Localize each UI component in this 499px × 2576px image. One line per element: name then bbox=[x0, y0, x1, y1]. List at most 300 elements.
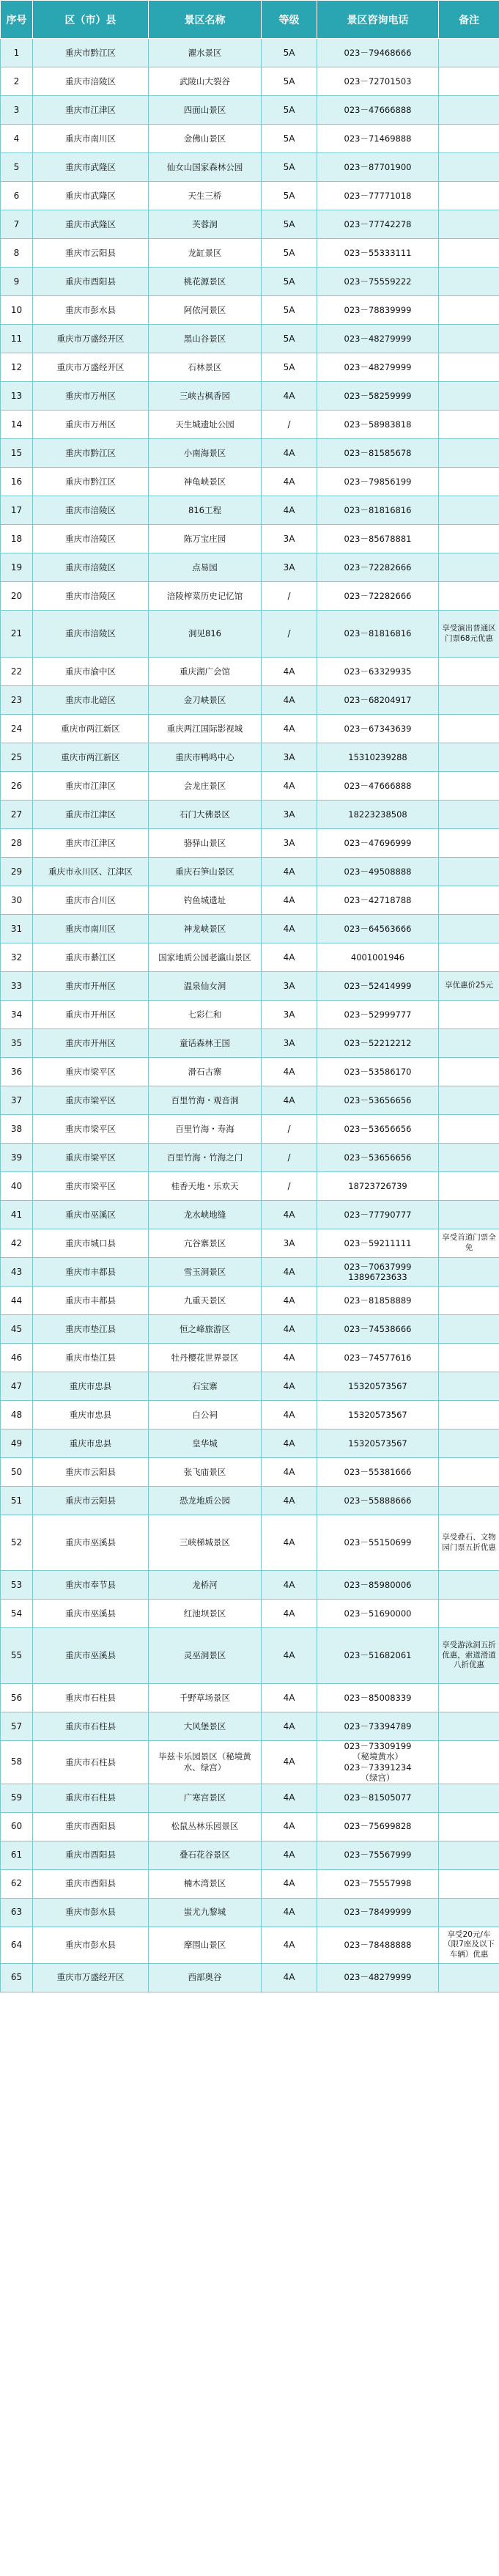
cell-note bbox=[439, 1172, 499, 1201]
cell-index: 8 bbox=[1, 239, 33, 268]
cell-phone: 023－78839999 bbox=[317, 296, 439, 325]
cell-note bbox=[439, 858, 499, 886]
cell-level: 3A bbox=[262, 1001, 317, 1029]
table-row bbox=[1, 1315, 499, 1344]
cell-index: 35 bbox=[1, 1029, 33, 1058]
cell-phone: 15310239288 bbox=[317, 743, 439, 772]
cell-phone: 023－75699828 bbox=[317, 1812, 439, 1841]
cell-index: 40 bbox=[1, 1172, 33, 1201]
cell-phone: 023－53656656 bbox=[317, 1144, 439, 1172]
header-level: 等级 bbox=[262, 1, 317, 39]
cell-scenic-name: 洞见816 bbox=[149, 611, 262, 658]
cell-scenic-name: 百里竹海・观音洞 bbox=[149, 1086, 262, 1115]
cell-district: 重庆市江津区 bbox=[33, 96, 149, 125]
cell-phone: 023－58259999 bbox=[317, 382, 439, 411]
cell-level: 4A bbox=[262, 686, 317, 715]
cell-district: 重庆市酉阳县 bbox=[33, 1869, 149, 1898]
table-row bbox=[1, 1229, 499, 1258]
cell-level: 4A bbox=[262, 1784, 317, 1812]
cell-phone: 023－51690000 bbox=[317, 1600, 439, 1628]
cell-district: 重庆市涪陵区 bbox=[33, 553, 149, 582]
cell-level: 4A bbox=[262, 1841, 317, 1869]
cell-index: 65 bbox=[1, 1963, 33, 1992]
cell-index: 48 bbox=[1, 1401, 33, 1429]
cell-phone: 023－67343639 bbox=[317, 715, 439, 743]
cell-scenic-name: 亢谷寨景区 bbox=[149, 1229, 262, 1258]
cell-scenic-name: 雪玉洞景区 bbox=[149, 1258, 262, 1287]
cell-district: 重庆市涪陵区 bbox=[33, 611, 149, 658]
cell-note bbox=[439, 353, 499, 382]
cell-phone: 023－85678881 bbox=[317, 525, 439, 553]
cell-scenic-name: 皇华城 bbox=[149, 1429, 262, 1458]
cell-district: 重庆市忠县 bbox=[33, 1401, 149, 1429]
table-row bbox=[1, 1487, 499, 1515]
cell-note bbox=[439, 1487, 499, 1515]
cell-phone: 023－79856199 bbox=[317, 468, 439, 496]
cell-note bbox=[439, 411, 499, 439]
cell-level: 4A bbox=[262, 382, 317, 411]
cell-scenic-name: 骆驿山景区 bbox=[149, 829, 262, 858]
cell-note bbox=[439, 1812, 499, 1841]
cell-scenic-name: 七彩仁和 bbox=[149, 1001, 262, 1029]
table-row bbox=[1, 1571, 499, 1600]
table-row bbox=[1, 1841, 499, 1869]
cell-note bbox=[439, 39, 499, 67]
table-row bbox=[1, 972, 499, 1001]
cell-district: 重庆市石柱县 bbox=[33, 1741, 149, 1784]
cell-note bbox=[439, 210, 499, 239]
cell-district: 重庆市梁平区 bbox=[33, 1086, 149, 1115]
cell-index: 38 bbox=[1, 1115, 33, 1144]
cell-scenic-name: 石宝寨 bbox=[149, 1372, 262, 1401]
cell-scenic-name: 重庆石笋山景区 bbox=[149, 858, 262, 886]
table-row bbox=[1, 829, 499, 858]
cell-note: 享优惠价25元 bbox=[439, 972, 499, 1001]
cell-level: 4A bbox=[262, 1258, 317, 1287]
cell-index: 7 bbox=[1, 210, 33, 239]
cell-district: 重庆市万州区 bbox=[33, 382, 149, 411]
cell-scenic-name: 三峡古枫香园 bbox=[149, 382, 262, 411]
cell-district: 重庆市彭水县 bbox=[33, 296, 149, 325]
cell-note bbox=[439, 1001, 499, 1029]
cell-level: 4A bbox=[262, 1086, 317, 1115]
cell-index: 31 bbox=[1, 915, 33, 943]
cell-note bbox=[439, 1258, 499, 1287]
cell-phone: 023－79468666 bbox=[317, 39, 439, 67]
cell-note bbox=[439, 296, 499, 325]
cell-district: 重庆市垫江县 bbox=[33, 1344, 149, 1372]
table-row bbox=[1, 1001, 499, 1029]
cell-index: 36 bbox=[1, 1058, 33, 1086]
cell-note bbox=[439, 772, 499, 801]
cell-index: 33 bbox=[1, 972, 33, 1001]
cell-level: 5A bbox=[262, 96, 317, 125]
cell-index: 55 bbox=[1, 1628, 33, 1684]
cell-district: 重庆市梁平区 bbox=[33, 1058, 149, 1086]
cell-district: 重庆市酉阳县 bbox=[33, 1841, 149, 1869]
table-row bbox=[1, 239, 499, 268]
cell-note bbox=[439, 658, 499, 686]
table-row bbox=[1, 210, 499, 239]
cell-phone: 023－74577616 bbox=[317, 1344, 439, 1372]
cell-level: / bbox=[262, 582, 317, 611]
cell-scenic-name: 陈万宝庄园 bbox=[149, 525, 262, 553]
cell-index: 19 bbox=[1, 553, 33, 582]
cell-level: 3A bbox=[262, 1029, 317, 1058]
table-row bbox=[1, 296, 499, 325]
cell-index: 13 bbox=[1, 382, 33, 411]
cell-scenic-name: 黑山谷景区 bbox=[149, 325, 262, 353]
cell-index: 27 bbox=[1, 801, 33, 829]
cell-district: 重庆市忠县 bbox=[33, 1372, 149, 1401]
cell-level: 4A bbox=[262, 1201, 317, 1229]
cell-index: 11 bbox=[1, 325, 33, 353]
cell-scenic-name: 龙桥河 bbox=[149, 1571, 262, 1600]
cell-district: 重庆市黔江区 bbox=[33, 439, 149, 468]
cell-scenic-name: 恒之峰旅游区 bbox=[149, 1315, 262, 1344]
cell-note: 享受20元/车（限7座及以下车辆）优惠 bbox=[439, 1927, 499, 1963]
cell-phone: 023－81585678 bbox=[317, 439, 439, 468]
cell-index: 6 bbox=[1, 182, 33, 210]
cell-phone: 023－72701503 bbox=[317, 67, 439, 96]
cell-note bbox=[439, 686, 499, 715]
cell-note bbox=[439, 382, 499, 411]
cell-district: 重庆市万盛经开区 bbox=[33, 353, 149, 382]
cell-level: 4A bbox=[262, 1684, 317, 1712]
cell-level: 4A bbox=[262, 1372, 317, 1401]
cell-phone: 023－49508888 bbox=[317, 858, 439, 886]
cell-index: 57 bbox=[1, 1712, 33, 1741]
cell-district: 重庆市江津区 bbox=[33, 772, 149, 801]
cell-district: 重庆市巫溪县 bbox=[33, 1628, 149, 1684]
cell-note bbox=[439, 1869, 499, 1898]
cell-phone: 023－81858889 bbox=[317, 1287, 439, 1315]
cell-index: 49 bbox=[1, 1429, 33, 1458]
cell-district: 重庆市开州区 bbox=[33, 1001, 149, 1029]
cell-level: 4A bbox=[262, 1628, 317, 1684]
cell-district: 重庆市梁平区 bbox=[33, 1172, 149, 1201]
cell-scenic-name: 天生三桥 bbox=[149, 182, 262, 210]
cell-note bbox=[439, 325, 499, 353]
table-row bbox=[1, 943, 499, 972]
cell-scenic-name: 重庆两江国际影视城 bbox=[149, 715, 262, 743]
cell-scenic-name: 百里竹海・寿海 bbox=[149, 1115, 262, 1144]
cell-phone: 023－52212212 bbox=[317, 1029, 439, 1058]
cell-district: 重庆市武隆区 bbox=[33, 210, 149, 239]
cell-district: 重庆市两江新区 bbox=[33, 743, 149, 772]
cell-scenic-name: 小南海景区 bbox=[149, 439, 262, 468]
cell-note bbox=[439, 943, 499, 972]
table-row bbox=[1, 468, 499, 496]
cell-scenic-name: 温泉仙女洞 bbox=[149, 972, 262, 1001]
cell-index: 2 bbox=[1, 67, 33, 96]
table-row bbox=[1, 125, 499, 153]
cell-phone: 023－78499999 bbox=[317, 1898, 439, 1927]
cell-district: 重庆市南川区 bbox=[33, 125, 149, 153]
cell-index: 18 bbox=[1, 525, 33, 553]
table-row bbox=[1, 496, 499, 525]
cell-index: 17 bbox=[1, 496, 33, 525]
cell-district: 重庆市巫溪县 bbox=[33, 1515, 149, 1571]
cell-district: 重庆市涪陵区 bbox=[33, 582, 149, 611]
cell-scenic-name: 天生城遗址公园 bbox=[149, 411, 262, 439]
cell-level: 3A bbox=[262, 553, 317, 582]
cell-index: 64 bbox=[1, 1927, 33, 1963]
cell-note bbox=[439, 1401, 499, 1429]
cell-phone: 15320573567 bbox=[317, 1401, 439, 1429]
cell-phone: 023－55888666 bbox=[317, 1487, 439, 1515]
table-row bbox=[1, 1401, 499, 1429]
table-row bbox=[1, 353, 499, 382]
cell-level: 5A bbox=[262, 239, 317, 268]
cell-district: 重庆市江津区 bbox=[33, 801, 149, 829]
cell-level: 5A bbox=[262, 182, 317, 210]
cell-level: 4A bbox=[262, 468, 317, 496]
cell-scenic-name: 石林景区 bbox=[149, 353, 262, 382]
table-row bbox=[1, 582, 499, 611]
cell-district: 重庆市云阳县 bbox=[33, 1487, 149, 1515]
cell-phone: 023－77742278 bbox=[317, 210, 439, 239]
cell-note bbox=[439, 1963, 499, 1992]
cell-note bbox=[439, 96, 499, 125]
cell-phone: 023－70637999 13896723633 bbox=[317, 1258, 439, 1287]
cell-phone: 023－72282666 bbox=[317, 582, 439, 611]
cell-district: 重庆市石柱县 bbox=[33, 1712, 149, 1741]
cell-note bbox=[439, 1898, 499, 1927]
cell-district: 重庆市武隆区 bbox=[33, 153, 149, 182]
cell-scenic-name: 恐龙地质公园 bbox=[149, 1487, 262, 1515]
cell-level: 4A bbox=[262, 1515, 317, 1571]
cell-phone: 023－77771018 bbox=[317, 182, 439, 210]
cell-index: 34 bbox=[1, 1001, 33, 1029]
cell-level: 4A bbox=[262, 1812, 317, 1841]
table-row bbox=[1, 1515, 499, 1571]
table-header bbox=[1, 1, 499, 39]
cell-phone: 023－75567999 bbox=[317, 1841, 439, 1869]
cell-level: 4A bbox=[262, 1058, 317, 1086]
cell-district: 重庆市涪陵区 bbox=[33, 496, 149, 525]
cell-scenic-name: 毕兹卡乐园景区（秘境黄水、绿宫） bbox=[149, 1741, 262, 1784]
cell-scenic-name: 楠木湾景区 bbox=[149, 1869, 262, 1898]
cell-level: / bbox=[262, 411, 317, 439]
cell-scenic-name: 三峡梯城景区 bbox=[149, 1515, 262, 1571]
table-row bbox=[1, 1684, 499, 1712]
cell-phone: 18723726739 bbox=[317, 1172, 439, 1201]
cell-level: 5A bbox=[262, 325, 317, 353]
cell-phone: 023－47666888 bbox=[317, 96, 439, 125]
table-row bbox=[1, 611, 499, 658]
cell-district: 重庆市綦江区 bbox=[33, 943, 149, 972]
cell-note bbox=[439, 1115, 499, 1144]
cell-district: 重庆市奉节县 bbox=[33, 1571, 149, 1600]
cell-scenic-name: 百里竹海・竹海之门 bbox=[149, 1144, 262, 1172]
cell-level: 4A bbox=[262, 1287, 317, 1315]
cell-index: 43 bbox=[1, 1258, 33, 1287]
cell-district: 重庆市万州区 bbox=[33, 411, 149, 439]
cell-level: 5A bbox=[262, 353, 317, 382]
cell-phone: 023－75559222 bbox=[317, 268, 439, 296]
cell-index: 24 bbox=[1, 715, 33, 743]
cell-note bbox=[439, 915, 499, 943]
cell-index: 3 bbox=[1, 96, 33, 125]
cell-note bbox=[439, 1372, 499, 1401]
cell-note bbox=[439, 496, 499, 525]
cell-note bbox=[439, 1201, 499, 1229]
header-scenic-name: 景区名称 bbox=[149, 1, 262, 39]
cell-level: 5A bbox=[262, 296, 317, 325]
header-district: 区（市）县 bbox=[33, 1, 149, 39]
cell-phone: 023－59211111 bbox=[317, 1229, 439, 1258]
cell-level: 4A bbox=[262, 1741, 317, 1784]
cell-scenic-name: 童话森林王国 bbox=[149, 1029, 262, 1058]
cell-note bbox=[439, 1784, 499, 1812]
cell-index: 10 bbox=[1, 296, 33, 325]
cell-scenic-name: 涪陵榨菜历史记忆馆 bbox=[149, 582, 262, 611]
cell-district: 重庆市武隆区 bbox=[33, 182, 149, 210]
cell-phone: 023－72282666 bbox=[317, 553, 439, 582]
cell-phone: 023－87701900 bbox=[317, 153, 439, 182]
cell-level: 4A bbox=[262, 1571, 317, 1600]
table-row bbox=[1, 1287, 499, 1315]
cell-phone: 023－55333111 bbox=[317, 239, 439, 268]
table-row bbox=[1, 268, 499, 296]
cell-scenic-name: 龙水峡地缝 bbox=[149, 1201, 262, 1229]
cell-note bbox=[439, 582, 499, 611]
cell-scenic-name: 会龙庄景区 bbox=[149, 772, 262, 801]
table-row bbox=[1, 1712, 499, 1741]
cell-district: 重庆市丰都县 bbox=[33, 1287, 149, 1315]
cell-phone: 023－68204917 bbox=[317, 686, 439, 715]
cell-level: 3A bbox=[262, 829, 317, 858]
table-row bbox=[1, 686, 499, 715]
cell-district: 重庆市涪陵区 bbox=[33, 67, 149, 96]
cell-index: 47 bbox=[1, 1372, 33, 1401]
cell-note bbox=[439, 268, 499, 296]
header-row bbox=[1, 1, 499, 39]
cell-district: 重庆市彭水县 bbox=[33, 1898, 149, 1927]
cell-scenic-name: 四面山景区 bbox=[149, 96, 262, 125]
cell-scenic-name: 石门大佛景区 bbox=[149, 801, 262, 829]
cell-scenic-name: 濯水景区 bbox=[149, 39, 262, 67]
cell-district: 重庆市涪陵区 bbox=[33, 525, 149, 553]
cell-index: 5 bbox=[1, 153, 33, 182]
cell-district: 重庆市垫江县 bbox=[33, 1315, 149, 1344]
cell-level: / bbox=[262, 1144, 317, 1172]
cell-note bbox=[439, 1571, 499, 1600]
cell-district: 重庆市酉阳县 bbox=[33, 1812, 149, 1841]
cell-note bbox=[439, 1458, 499, 1487]
cell-note bbox=[439, 1144, 499, 1172]
cell-index: 60 bbox=[1, 1812, 33, 1841]
cell-phone: 023－52414999 bbox=[317, 972, 439, 1001]
cell-note bbox=[439, 553, 499, 582]
cell-phone: 023－85980006 bbox=[317, 1571, 439, 1600]
cell-level: 5A bbox=[262, 210, 317, 239]
cell-district: 重庆市渝中区 bbox=[33, 658, 149, 686]
cell-scenic-name: 武陵山大裂谷 bbox=[149, 67, 262, 96]
cell-scenic-name: 大风堡景区 bbox=[149, 1712, 262, 1741]
table-row bbox=[1, 1115, 499, 1144]
cell-index: 28 bbox=[1, 829, 33, 858]
cell-district: 重庆市忠县 bbox=[33, 1429, 149, 1458]
cell-level: 4A bbox=[262, 1344, 317, 1372]
cell-district: 重庆市云阳县 bbox=[33, 239, 149, 268]
cell-district: 重庆市万盛经开区 bbox=[33, 325, 149, 353]
table-row bbox=[1, 1201, 499, 1229]
cell-district: 重庆市石柱县 bbox=[33, 1684, 149, 1712]
cell-scenic-name: 张飞庙景区 bbox=[149, 1458, 262, 1487]
cell-index: 9 bbox=[1, 268, 33, 296]
cell-index: 59 bbox=[1, 1784, 33, 1812]
cell-index: 30 bbox=[1, 886, 33, 915]
cell-district: 重庆市巫溪区 bbox=[33, 1201, 149, 1229]
cell-index: 14 bbox=[1, 411, 33, 439]
cell-phone: 023－81816816 bbox=[317, 496, 439, 525]
table-row bbox=[1, 439, 499, 468]
cell-phone: 023－48279999 bbox=[317, 353, 439, 382]
table-row bbox=[1, 382, 499, 411]
cell-phone: 023－58983818 bbox=[317, 411, 439, 439]
cell-scenic-name: 重庆湖广会馆 bbox=[149, 658, 262, 686]
table-row bbox=[1, 1927, 499, 1963]
cell-scenic-name: 神龟峡景区 bbox=[149, 468, 262, 496]
cell-level: 4A bbox=[262, 1898, 317, 1927]
table-row bbox=[1, 153, 499, 182]
cell-district: 重庆市南川区 bbox=[33, 915, 149, 943]
cell-phone: 15320573567 bbox=[317, 1372, 439, 1401]
table-row bbox=[1, 801, 499, 829]
table-row bbox=[1, 1144, 499, 1172]
table-body bbox=[1, 39, 499, 1992]
cell-note bbox=[439, 67, 499, 96]
cell-district: 重庆市酉阳县 bbox=[33, 268, 149, 296]
cell-level: 4A bbox=[262, 943, 317, 972]
cell-scenic-name: 芙蓉洞 bbox=[149, 210, 262, 239]
cell-note: 享受游泳洞五折优惠，索道滑道八折优惠 bbox=[439, 1628, 499, 1684]
cell-level: 4A bbox=[262, 1487, 317, 1515]
cell-level: / bbox=[262, 611, 317, 658]
cell-level: 5A bbox=[262, 67, 317, 96]
table-row bbox=[1, 1258, 499, 1287]
cell-scenic-name: 神龙峡景区 bbox=[149, 915, 262, 943]
cell-index: 15 bbox=[1, 439, 33, 468]
cell-index: 21 bbox=[1, 611, 33, 658]
cell-index: 46 bbox=[1, 1344, 33, 1372]
cell-phone: 023－42718788 bbox=[317, 886, 439, 915]
cell-level: 4A bbox=[262, 1401, 317, 1429]
cell-level: / bbox=[262, 1115, 317, 1144]
table-row bbox=[1, 39, 499, 67]
cell-index: 26 bbox=[1, 772, 33, 801]
cell-scenic-name: 桃花源景区 bbox=[149, 268, 262, 296]
cell-note bbox=[439, 1429, 499, 1458]
cell-index: 4 bbox=[1, 125, 33, 153]
cell-note: 享受演出普通区门票68元优惠 bbox=[439, 611, 499, 658]
cell-district: 重庆市云阳县 bbox=[33, 1458, 149, 1487]
cell-level: 3A bbox=[262, 525, 317, 553]
cell-level: 4A bbox=[262, 858, 317, 886]
cell-district: 重庆市梁平区 bbox=[33, 1144, 149, 1172]
cell-note bbox=[439, 801, 499, 829]
cell-note bbox=[439, 1600, 499, 1628]
cell-district: 重庆市黔江区 bbox=[33, 468, 149, 496]
cell-scenic-name: 金佛山景区 bbox=[149, 125, 262, 153]
cell-district: 重庆市北碚区 bbox=[33, 686, 149, 715]
cell-scenic-name: 阿依河景区 bbox=[149, 296, 262, 325]
cell-level: 4A bbox=[262, 1869, 317, 1898]
cell-phone: 023－53586170 bbox=[317, 1058, 439, 1086]
cell-level: 4A bbox=[262, 439, 317, 468]
